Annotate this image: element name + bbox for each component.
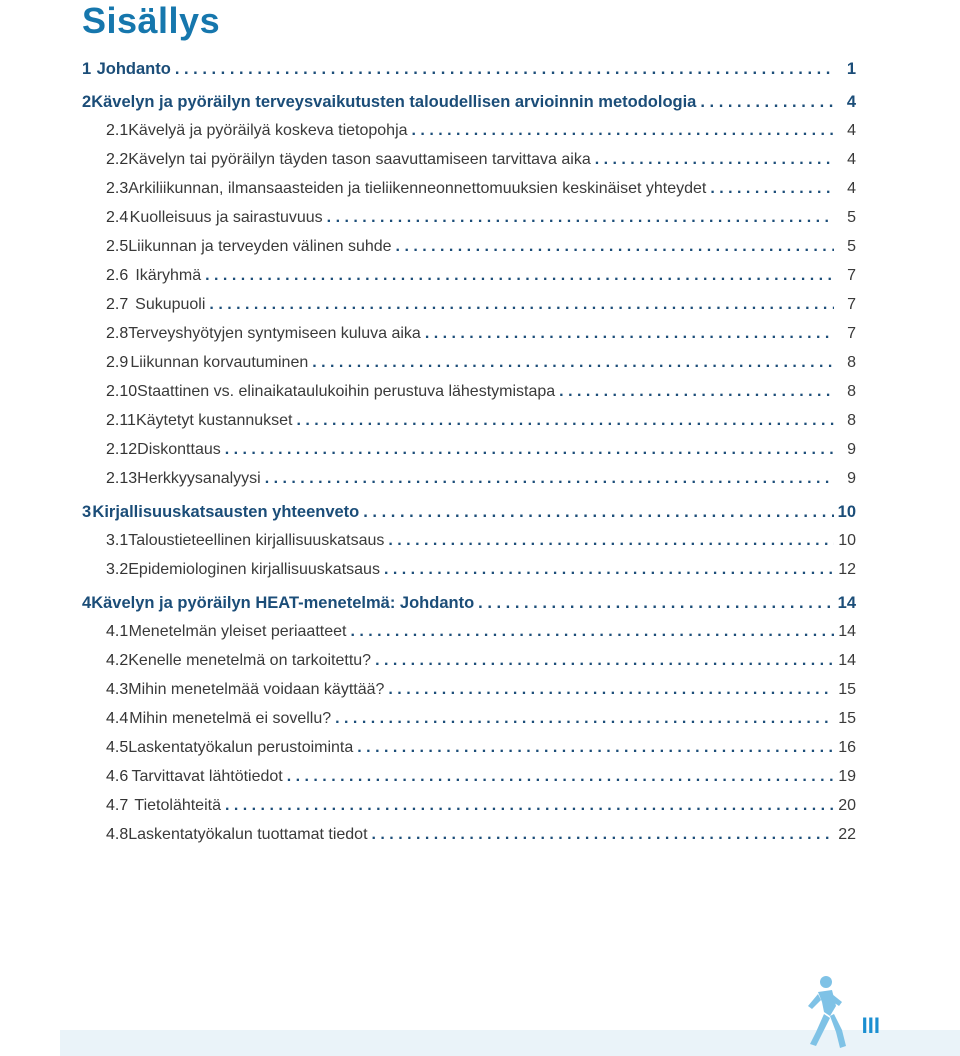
toc-entry-number: 3.2 (106, 561, 129, 578)
toc-entry-page: 10 (837, 503, 856, 521)
toc-entry-label: Tietolähteitä (134, 797, 221, 814)
toc-entry-label: Herkkyysanalyysi (137, 470, 261, 487)
toc-entry-number: 3.1 (106, 532, 129, 549)
toc-section-entry[interactable] (82, 470, 856, 499)
toc-section-entry[interactable] (82, 561, 856, 590)
toc-entry-number: 2.8 (106, 325, 129, 342)
toc-leader-dots (700, 93, 834, 112)
toc-entry-number: 4.4 (106, 710, 129, 727)
toc-leader-dots (384, 561, 834, 579)
toc-entry-number: 3 (82, 503, 92, 521)
toc-entry-page: 14 (837, 594, 856, 612)
toc-entry-page: 4 (846, 93, 856, 111)
toc-entry-page: 15 (838, 681, 856, 698)
toc-section-entry[interactable] (82, 151, 856, 180)
toc-leader-dots (225, 797, 834, 815)
toc-entry-number: 2.13 (106, 470, 138, 487)
toc-entry-number: 2.6 (106, 267, 129, 284)
toc-leader-dots (478, 594, 833, 613)
toc-entry-number: 4.5 (106, 739, 129, 756)
toc-entry-page: 8 (847, 383, 856, 400)
toc-entry-page: 4 (847, 151, 856, 168)
toc-entry-label: Liikunnan korvautuminen (130, 354, 309, 371)
toc-chapter-entry[interactable] (82, 60, 856, 89)
toc-leader-dots (350, 623, 834, 641)
page-title: Sisällys (82, 0, 221, 41)
toc-entry-label: Laskentatyökalun perustoiminta (128, 739, 354, 756)
toc-entry-label: Kävelyn ja pyöräilyn HEAT-menetelmä: Johdanto (91, 594, 475, 612)
toc-entry-label: Arkiliikunnan, ilmansaasteiden ja tieliikenneonnettomuuksien keskinäiset yhteydet (128, 180, 707, 197)
toc-entry-number: 2.11 (106, 412, 136, 429)
toc-entry-number: 2.7 (106, 296, 129, 313)
toc-entry-number: 2.12 (106, 441, 138, 458)
toc-entry-page: 12 (838, 561, 856, 578)
toc-entry-number: 2.2 (106, 151, 129, 168)
toc-leader-dots (265, 470, 834, 488)
toc-leader-dots (205, 267, 834, 285)
toc-entry-label: Laskentatyökalun tuottamat tiedot (128, 826, 368, 843)
toc-section-entry[interactable] (82, 238, 856, 267)
toc-leader-dots (388, 681, 834, 699)
toc-section-entry[interactable] (82, 122, 856, 151)
toc-entry-label: Kävelyn ja pyöräilyn terveysvaikutusten taloudellisen arvioinnin metodologia (91, 93, 697, 111)
toc-leader-dots (710, 180, 834, 198)
toc-entry-page: 4 (847, 122, 856, 139)
toc-entry-number: 2.3 (106, 180, 129, 197)
toc-entry-number: 4.8 (106, 826, 129, 843)
walking-figure-icon (790, 972, 854, 1056)
toc-entry-number: 1 (82, 60, 92, 78)
toc-chapter-entry[interactable] (82, 93, 856, 122)
toc-entry-label: Mihin menetelmää voidaan käyttää? (128, 681, 385, 698)
toc-entry-label: Staattinen vs. elinaikataulukoihin perustuva lähestymistapa (137, 383, 556, 400)
toc-leader-dots (335, 710, 834, 728)
toc-entry-label: Sukupuoli (135, 296, 206, 313)
toc-entry-page: 15 (838, 710, 856, 727)
toc-entry-page: 7 (847, 296, 856, 313)
toc-section-entry[interactable] (82, 652, 856, 681)
toc-entry-label: Taloustieteellinen kirjallisuuskatsaus (128, 532, 385, 549)
toc-entry-page: 20 (838, 797, 856, 814)
toc-entry-page: 8 (847, 354, 856, 371)
toc-entry-label: Kirjallisuuskatsausten yhteenveto (92, 503, 360, 521)
toc-entry-page: 14 (838, 623, 856, 640)
toc-entry-label: Johdanto (96, 60, 171, 78)
toc-section-entry[interactable] (82, 710, 856, 739)
toc-entry-label: Menetelmän yleiset periaatteet (128, 623, 347, 640)
toc-section-entry[interactable] (82, 325, 856, 354)
toc-leader-dots (372, 826, 834, 844)
toc-entry-label: Ikäryhmä (135, 267, 202, 284)
toc-entry-page: 7 (847, 325, 856, 342)
toc-section-entry[interactable] (82, 383, 856, 412)
toc-leader-dots (175, 60, 834, 79)
toc-entry-page: 9 (847, 470, 856, 487)
toc-chapter-entry[interactable] (82, 594, 856, 623)
toc-entry-number: 2.9 (106, 354, 129, 371)
toc-leader-dots (412, 122, 834, 140)
toc-section-entry[interactable] (82, 826, 856, 855)
toc-entry-page: 10 (838, 532, 856, 549)
toc-entry-page: 16 (838, 739, 856, 756)
toc-entry-number: 4.1 (106, 623, 129, 640)
toc-leader-dots (296, 412, 834, 430)
toc-entry-page: 1 (846, 60, 856, 78)
toc-section-entry[interactable] (82, 797, 856, 826)
toc-section-entry[interactable] (82, 209, 856, 238)
toc-entry-label: Käytetyt kustannukset (135, 412, 293, 429)
toc-entry-number: 2.5 (106, 238, 129, 255)
toc-entry-label: Terveyshyötyjen syntymiseen kuluva aika (128, 325, 421, 342)
table-of-contents (82, 60, 856, 855)
toc-leader-dots (425, 325, 834, 343)
toc-section-entry[interactable] (82, 354, 856, 383)
toc-leader-dots (396, 238, 834, 256)
toc-entry-number: 2 (82, 93, 92, 111)
toc-entry-label: Tarvittavat lähtötiedot (131, 768, 283, 785)
toc-entry-page: 8 (847, 412, 856, 429)
toc-leader-dots (327, 209, 834, 227)
toc-entry-number: 4.2 (106, 652, 129, 669)
toc-chapter-entry[interactable] (82, 503, 856, 532)
toc-entry-number: 4.7 (106, 797, 129, 814)
toc-section-entry[interactable] (82, 623, 856, 652)
toc-entry-label: Diskonttaus (137, 441, 221, 458)
toc-leader-dots (225, 441, 834, 459)
toc-leader-dots (357, 739, 834, 757)
toc-entry-page: 14 (838, 652, 856, 669)
toc-leader-dots (375, 652, 834, 670)
toc-section-entry[interactable] (82, 180, 856, 209)
toc-entry-page: 4 (847, 180, 856, 197)
toc-entry-label: Epidemiologinen kirjallisuuskatsaus (128, 561, 380, 578)
toc-section-entry[interactable] (82, 768, 856, 797)
toc-section-entry[interactable] (82, 681, 856, 710)
toc-entry-page: 19 (838, 768, 856, 785)
toc-entry-page: 5 (847, 209, 856, 226)
toc-entry-number: 2.1 (106, 122, 129, 139)
toc-section-entry[interactable] (82, 296, 856, 325)
toc-entry-page: 7 (847, 267, 856, 284)
toc-entry-number: 2.4 (106, 209, 129, 226)
toc-entry-label: Kuolleisuus ja sairastuvuus (129, 209, 323, 226)
toc-leader-dots (595, 151, 834, 169)
toc-leader-dots (209, 296, 834, 314)
toc-leader-dots (287, 768, 834, 786)
toc-entry-label: Kävelyn tai pyöräilyn täyden tason saavuttamiseen tarvittava aika (128, 151, 591, 168)
toc-entry-page: 22 (838, 826, 856, 843)
toc-entry-page: 5 (847, 238, 856, 255)
toc-entry-label: Kenelle menetelmä on tarkoitettu? (128, 652, 372, 669)
toc-entry-page: 9 (847, 441, 856, 458)
toc-section-entry[interactable] (82, 532, 856, 561)
page-number: III (861, 1013, 880, 1038)
toc-entry-number: 4 (82, 594, 92, 612)
toc-section-entry[interactable] (82, 412, 856, 441)
toc-entry-label: Liikunnan ja terveyden välinen suhde (128, 238, 392, 255)
toc-leader-dots (363, 503, 833, 522)
toc-entry-label: Kävelyä ja pyöräilyä koskeva tietopohja (128, 122, 408, 139)
toc-entry-label: Mihin menetelmä ei sovellu? (129, 710, 332, 727)
toc-leader-dots (559, 383, 834, 401)
toc-section-entry[interactable] (82, 739, 856, 768)
toc-entry-number: 2.10 (106, 383, 138, 400)
toc-entry-number: 4.3 (106, 681, 129, 698)
toc-leader-dots (388, 532, 834, 550)
toc-section-entry[interactable] (82, 267, 856, 296)
toc-entry-number: 4.6 (106, 768, 129, 785)
toc-leader-dots (312, 354, 834, 372)
toc-section-entry[interactable] (82, 441, 856, 470)
